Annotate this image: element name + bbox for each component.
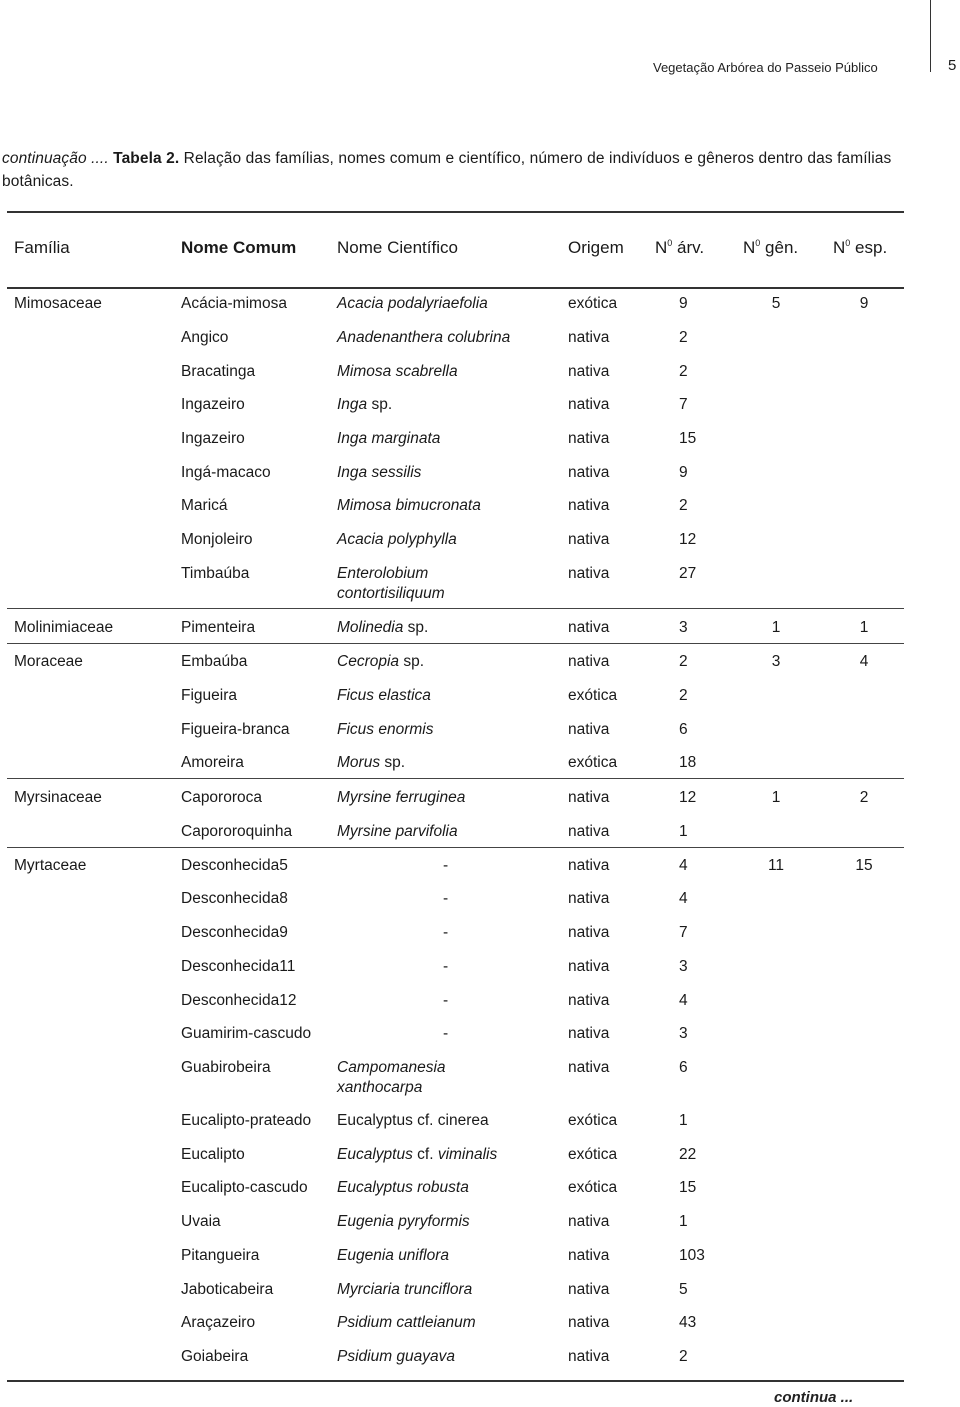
cell-origem: nativa — [568, 497, 610, 514]
cell-nome-comum: Figueira-branca — [181, 721, 290, 738]
cell-n-arv: 2 — [679, 329, 688, 346]
group-rule — [7, 847, 904, 848]
cell-nome-comum: Ingá-macaco — [181, 464, 271, 481]
cell-origem: nativa — [568, 329, 610, 346]
caption-table-label: Tabela 2. — [113, 150, 180, 167]
cell-nome-comum: Desconhecida11 — [181, 958, 296, 975]
cell-nome-cientifico: Enterolobium contortisiliquum — [337, 565, 445, 602]
table-top-rule — [7, 211, 904, 213]
cell-n-arv: 27 — [679, 565, 697, 582]
cell-nome-comum: Amoreira — [181, 754, 244, 771]
cell-origem: nativa — [568, 619, 610, 636]
cell-nome-comum: Goiabeira — [181, 1348, 249, 1365]
cell-nome-cientifico: Mimosa scabrella — [337, 363, 458, 380]
cell-familia: Moraceae — [14, 653, 83, 670]
col-header-origem: Origem — [568, 238, 624, 257]
cell-nome-cientifico: Acacia polyphylla — [337, 531, 457, 548]
cell-origem: nativa — [568, 531, 610, 548]
cell-n-arv: 3 — [679, 1025, 688, 1042]
cell-n-arv: 22 — [679, 1146, 697, 1163]
cell-n-arv: 2 — [679, 363, 688, 380]
cell-n-gen: 11 — [767, 857, 785, 874]
cell-nome-comum: Guamirim-cascudo — [181, 1025, 312, 1042]
cell-nome-cientifico: Inga marginata — [337, 430, 441, 447]
cell-origem: nativa — [568, 1247, 610, 1264]
cell-origem: nativa — [568, 396, 610, 413]
cell-nome-comum: Eucalipto-cascudo — [181, 1179, 308, 1196]
cell-origem: exótica — [568, 687, 618, 704]
cell-n-arv: 103 — [679, 1247, 705, 1264]
cell-familia: Myrsinaceae — [14, 789, 102, 806]
cell-nome-cientifico: Inga sessilis — [337, 464, 422, 481]
cell-nome-comum: Embaúba — [181, 653, 248, 670]
col-header-n-gen: $N^0$ gên. — [743, 238, 799, 257]
cell-nome-cientifico: Eugenia uniflora — [337, 1247, 450, 1264]
cell-nome-comum: Capororoca — [181, 789, 262, 806]
cell-origem: nativa — [568, 1025, 610, 1042]
cell-nome-comum: Eucalipto-prateado — [181, 1112, 312, 1129]
cell-nome-comum: Acácia-mimosa — [181, 295, 287, 312]
cell-nome-cientifico: Molinedia sp. — [337, 619, 429, 636]
cell-n-arv: 12 — [679, 531, 697, 548]
cell-nome-cientifico: - — [443, 1025, 449, 1042]
table-bottom-rule — [7, 1380, 904, 1382]
cell-origem: nativa — [568, 992, 610, 1009]
cell-n-esp: 15 — [855, 857, 873, 874]
running-title: Vegetação Arbórea do Passeio Público — [653, 60, 878, 75]
cell-nome-cientifico: Eucalyptus robusta — [337, 1179, 469, 1196]
cell-nome-comum: Timbaúba — [181, 565, 250, 582]
cell-n-arv: 9 — [679, 295, 688, 312]
cell-origem: nativa — [568, 823, 610, 840]
cell-origem: nativa — [568, 721, 610, 738]
cell-origem: nativa — [568, 789, 610, 806]
cell-nome-comum: Desconhecida8 — [181, 890, 288, 907]
cell-nome-cientifico: Eucalyptus cf. viminalis — [337, 1146, 498, 1163]
cell-origem: exótica — [568, 1112, 618, 1129]
cell-nome-cientifico: - — [443, 890, 449, 907]
cell-nome-cientifico: Ficus elastica — [337, 687, 431, 704]
cell-nome-comum: Uvaia — [181, 1213, 221, 1230]
col-header-n-arv: $N^0$ árv. — [655, 238, 705, 257]
cell-nome-cientifico: Inga sp. — [337, 396, 393, 413]
cell-n-gen: 5 — [771, 295, 781, 312]
continua-label: continua ... — [774, 1389, 854, 1406]
cell-n-arv: 3 — [679, 958, 688, 975]
cell-nome-cientifico: Acacia podalyriaefolia — [337, 295, 488, 312]
cell-origem: nativa — [568, 565, 610, 582]
cell-nome-comum: Ingazeiro — [181, 430, 245, 447]
cell-nome-cientifico: Anadenanthera colubrina — [337, 329, 511, 346]
cell-origem: exótica — [568, 1146, 618, 1163]
cell-n-arv: 4 — [679, 857, 688, 874]
page-number: 5 — [948, 57, 957, 74]
cell-n-arv: 7 — [679, 924, 688, 941]
cell-nome-comum: Ingazeiro — [181, 396, 245, 413]
col-header-n-esp: $N^0$ esp. — [833, 238, 888, 257]
cell-origem: nativa — [568, 1314, 610, 1331]
cell-nome-cientifico: Eucalyptus cf. cinerea — [337, 1112, 489, 1129]
cell-origem: nativa — [568, 958, 610, 975]
cell-nome-cientifico: - — [443, 857, 449, 874]
cell-n-arv: 4 — [679, 890, 688, 907]
cell-nome-comum: Desconhecida9 — [181, 924, 288, 941]
cell-origem: nativa — [568, 857, 610, 874]
caption-text: Relação das famílias, nomes comum e científico, número de indivíduos e gêneros dentro das famílias botânicas. — [2, 150, 892, 190]
cell-origem: exótica — [568, 1179, 618, 1196]
cell-n-arv: 15 — [679, 430, 697, 447]
cell-origem: nativa — [568, 464, 610, 481]
cell-origem: nativa — [568, 653, 610, 670]
cell-nome-comum: Desconhecida5 — [181, 857, 288, 874]
cell-n-arv: 6 — [679, 721, 688, 738]
cell-n-arv: 7 — [679, 396, 688, 413]
cell-nome-comum: Figueira — [181, 687, 237, 704]
col-header-nome-comum: Nome Comum — [181, 238, 297, 257]
cell-n-gen: 1 — [771, 619, 781, 636]
cell-n-esp: 2 — [859, 789, 869, 806]
cell-n-arv: 1 — [679, 823, 688, 840]
cell-nome-comum: Pitangueira — [181, 1247, 260, 1264]
cell-nome-cientifico: - — [443, 924, 449, 941]
cell-nome-comum: Guabirobeira — [181, 1059, 271, 1076]
cell-nome-cientifico: - — [443, 958, 449, 975]
cell-n-arv: 9 — [679, 464, 688, 481]
cell-n-arv: 6 — [679, 1059, 688, 1076]
cell-nome-cientifico: Psidium cattleianum — [337, 1314, 476, 1331]
cell-nome-comum: Jaboticabeira — [181, 1281, 274, 1298]
group-rule — [7, 778, 904, 779]
cell-origem: nativa — [568, 1348, 610, 1365]
cell-nome-comum: Eucalipto — [181, 1146, 245, 1163]
cell-n-arv: 2 — [679, 653, 688, 670]
cell-n-arv: 18 — [679, 754, 697, 771]
cell-nome-comum: Capororoquinha — [181, 823, 293, 840]
cell-n-arv: 12 — [679, 789, 697, 806]
cell-nome-cientifico: Myrsine ferruginea — [337, 789, 466, 806]
cell-n-esp: 4 — [859, 653, 869, 670]
cell-n-arv: 4 — [679, 992, 688, 1009]
cell-nome-cientifico: Myrciaria trunciflora — [337, 1281, 473, 1298]
cell-n-arv: 5 — [679, 1281, 688, 1298]
header-bottom-rule — [7, 287, 904, 289]
cell-origem: nativa — [568, 363, 610, 380]
col-header-familia: Família — [14, 238, 70, 257]
cell-origem: nativa — [568, 1059, 610, 1076]
cell-origem: nativa — [568, 1281, 610, 1298]
cell-origem: nativa — [568, 1213, 610, 1230]
cell-origem: exótica — [568, 754, 618, 771]
cell-nome-comum: Araçazeiro — [181, 1314, 256, 1331]
group-rule — [7, 608, 904, 609]
cell-familia: Myrtaceae — [14, 857, 87, 874]
cell-n-arv: 2 — [679, 1348, 688, 1365]
cell-nome-cientifico: Campomanesia xanthocarpa — [337, 1059, 446, 1096]
cell-n-arv: 2 — [679, 497, 688, 514]
cell-n-gen: 3 — [771, 653, 781, 670]
cell-nome-comum: Desconhecida12 — [181, 992, 297, 1009]
cell-n-arv: 3 — [679, 619, 688, 636]
cell-nome-cientifico: - — [443, 992, 449, 1009]
cell-n-esp: 1 — [859, 619, 869, 636]
cell-nome-cientifico: Mimosa bimucronata — [337, 497, 481, 514]
cell-familia: Mimosaceae — [14, 295, 102, 312]
cell-n-gen: 1 — [771, 789, 781, 806]
cell-origem: nativa — [568, 924, 610, 941]
cell-nome-comum: Pimenteira — [181, 619, 256, 636]
caption-continuation: continuação .... — [2, 150, 109, 167]
cell-nome-cientifico: Ficus enormis — [337, 721, 434, 738]
cell-origem: nativa — [568, 890, 610, 907]
cell-origem: exótica — [568, 295, 618, 312]
cell-nome-cientifico: Cecropia sp. — [337, 653, 425, 670]
col-header-nome-cientifico: Nome Científico — [337, 238, 458, 257]
group-rule — [7, 643, 904, 644]
cell-n-esp: 9 — [859, 295, 869, 312]
cell-n-arv: 43 — [679, 1314, 697, 1331]
cell-nome-cientifico: Psidium guayava — [337, 1348, 456, 1365]
cell-n-arv: 1 — [679, 1112, 688, 1129]
cell-n-arv: 15 — [679, 1179, 697, 1196]
cell-n-arv: 1 — [679, 1213, 688, 1230]
cell-familia: Molinimiaceae — [14, 619, 114, 636]
cell-nome-cientifico: Morus sp. — [337, 754, 406, 771]
cell-nome-comum: Angico — [181, 329, 229, 346]
cell-nome-cientifico: Myrsine parvifolia — [337, 823, 458, 840]
cell-nome-comum: Bracatinga — [181, 363, 256, 380]
cell-origem: nativa — [568, 430, 610, 447]
cell-n-arv: 2 — [679, 687, 688, 704]
cell-nome-comum: Monjoleiro — [181, 531, 253, 548]
cell-nome-comum: Maricá — [181, 497, 228, 514]
cell-nome-cientifico: Eugenia pyryformis — [337, 1213, 470, 1230]
